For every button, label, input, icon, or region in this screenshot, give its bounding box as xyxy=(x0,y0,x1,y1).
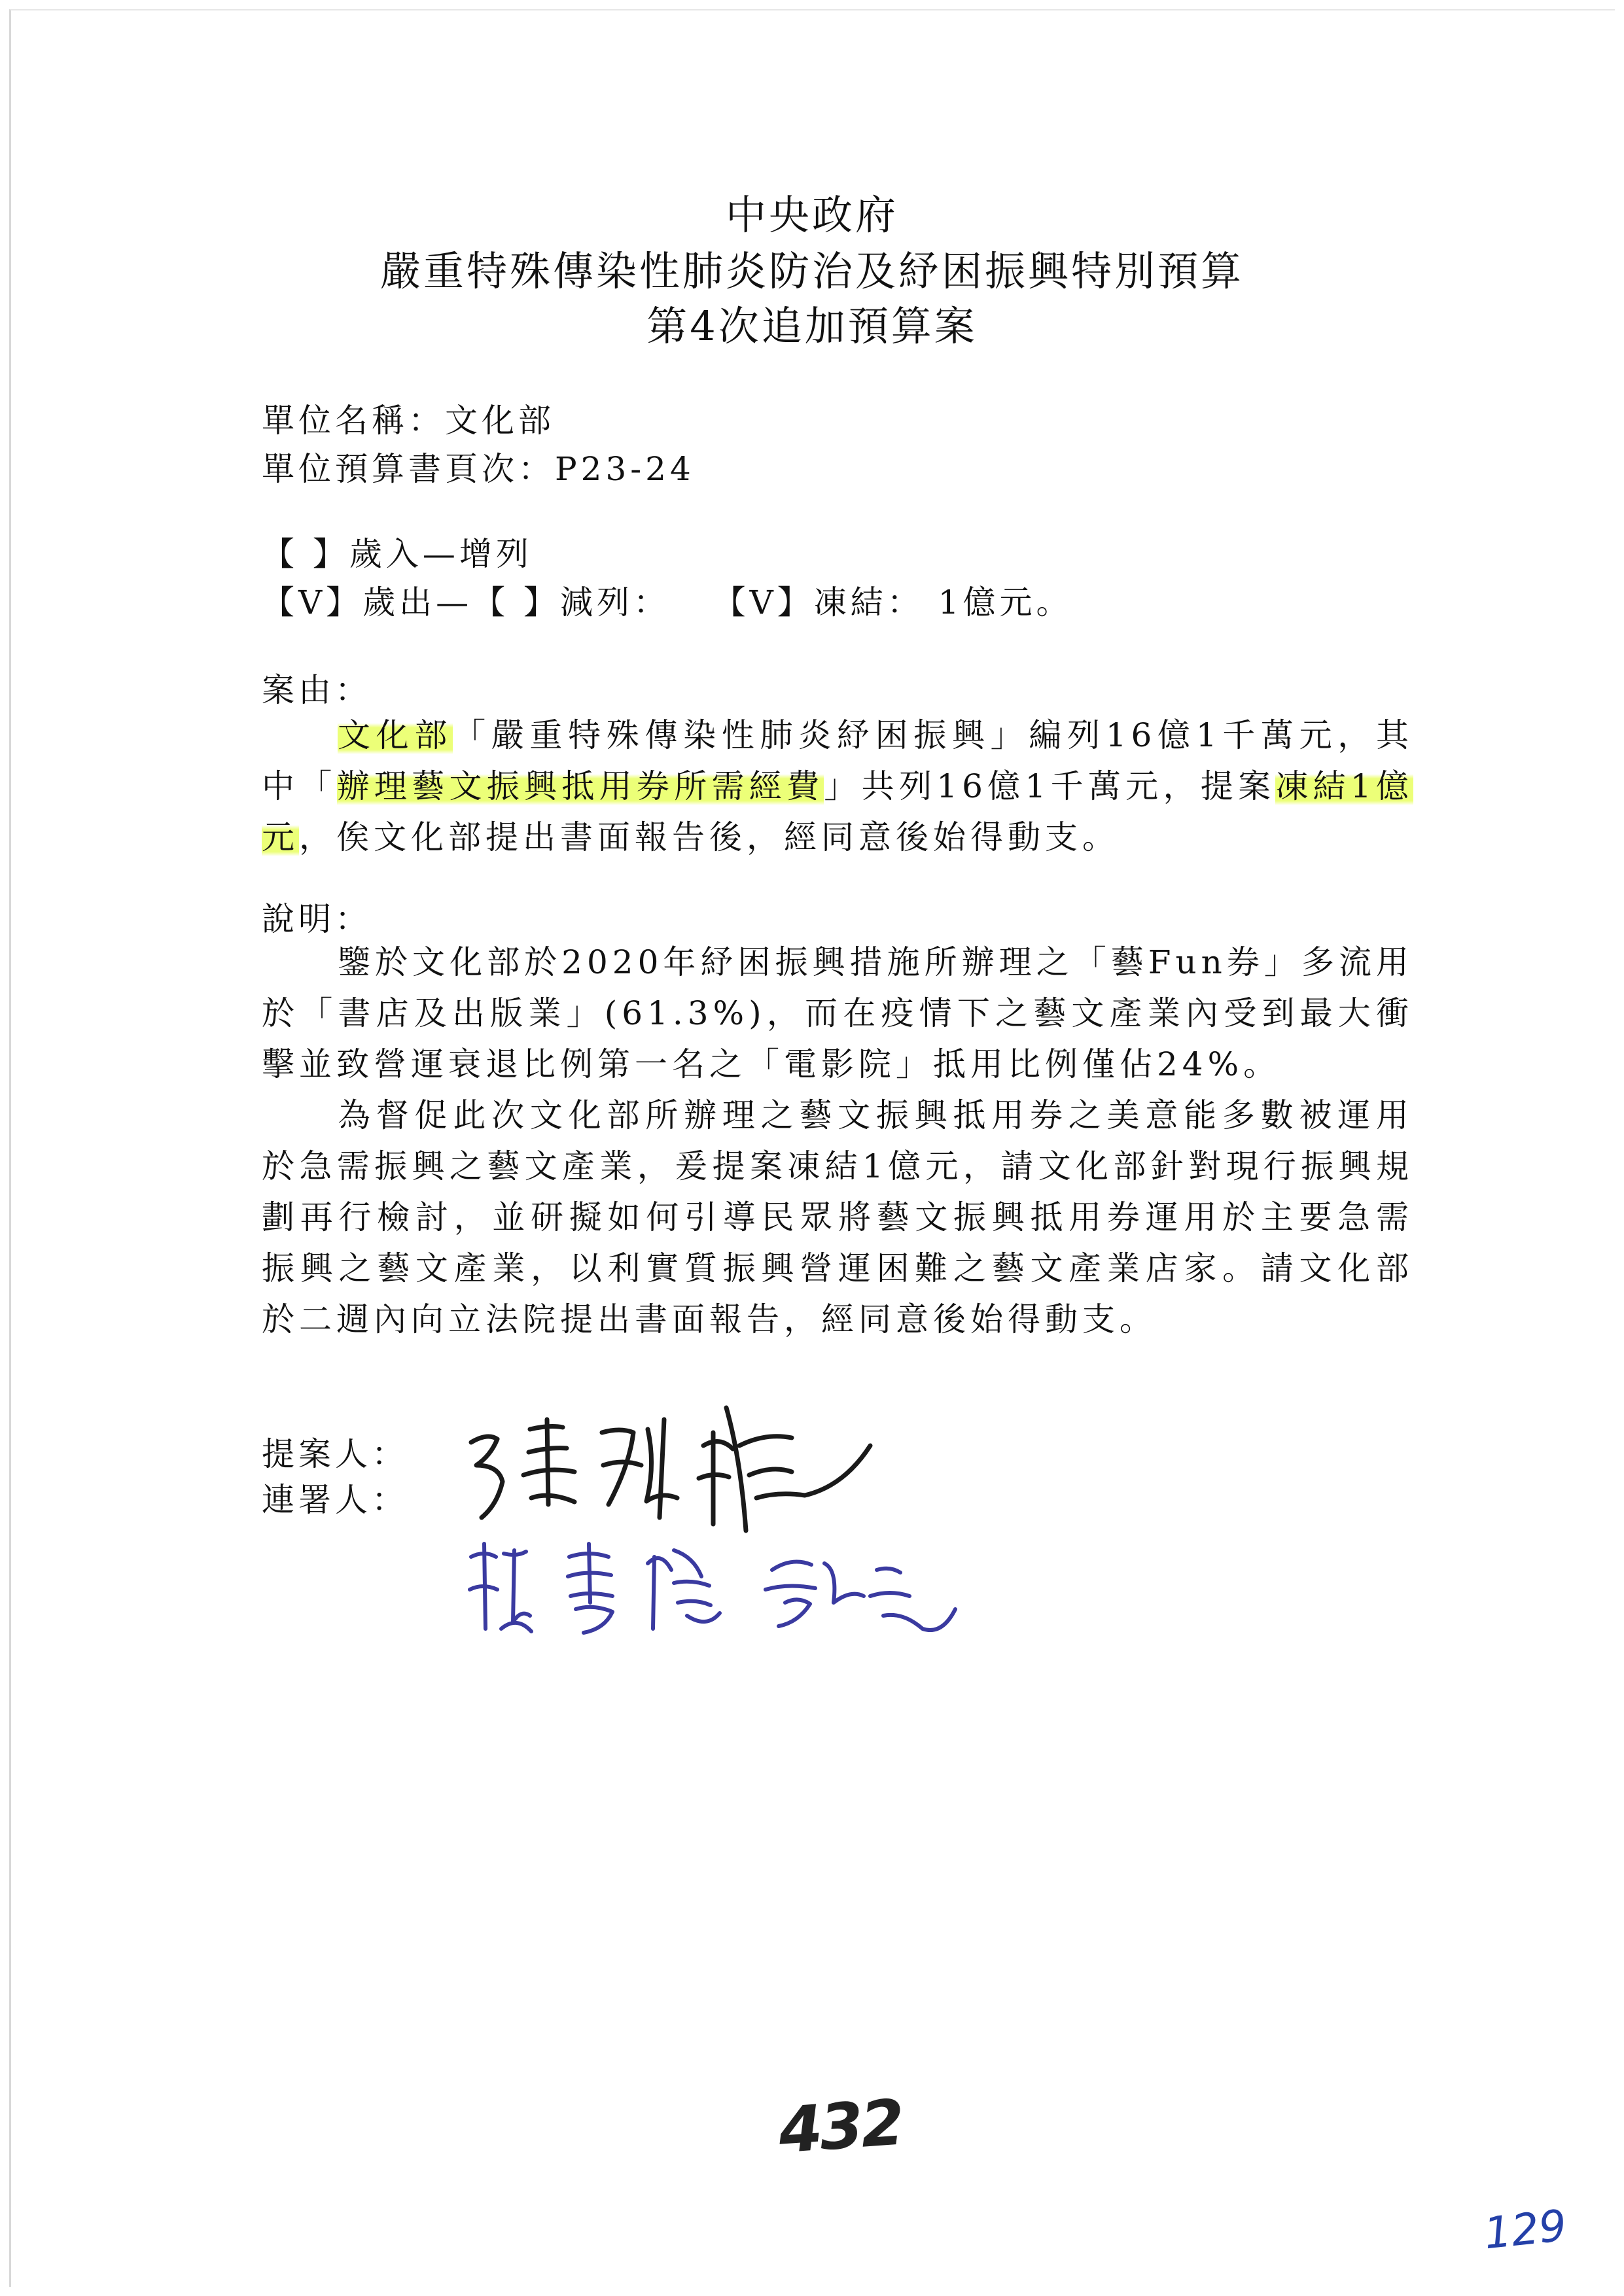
explanation-heading: 說明： xyxy=(262,900,372,938)
reason-heading: 案由： xyxy=(262,671,372,709)
explanation-paragraph-1: 鑒於文化部於2020年紓困振興措施所辦理之「藝Fun券」多流用於「書店及出版業」(61.3%)，而在疫情下之藝文產業內受到最大衝擊並致營運衰退比例第一名之「電影院」抵用比例僅佔24%。 xyxy=(262,943,1413,1083)
proposer-label: 提案人： xyxy=(262,1435,408,1473)
cosigner-label: 連署人： xyxy=(262,1481,408,1519)
reason-paragraph xyxy=(262,710,1413,863)
document-title-line-2: 嚴重特殊傳染性肺炎防治及紓困振興特別預算 xyxy=(380,247,1244,295)
page-number: 432 xyxy=(776,2085,905,2168)
revenue-line: 【 】歲入—增列 xyxy=(262,535,533,573)
corner-page-number: 129 xyxy=(1481,2200,1569,2259)
reason-highlight-freeze: 凍結1億元 xyxy=(262,767,1414,856)
explanation-paragraph-2: 為督促此次文化部所辦理之藝文振興抵用券之美意能多數被運用於急需振興之藝文產業，爰提案凍結1億元，請文化部針對現行振興規劃再行檢討，並研擬如何引導民眾將藝文振興抵用券運用於主要急需振興之藝文產業，以利實質振興營運困難之藝文產業店家。請文化部於二週內向立法院提出書面報告，經同意後始得動支。 xyxy=(262,1096,1413,1338)
document-title-line-1: 中央政府 xyxy=(725,191,898,239)
reason-highlight-ministry: 文化部 xyxy=(338,716,453,754)
unit-page-line: 單位預算書頁次：P23-24 xyxy=(262,450,695,488)
reason-text-segment: 「嚴重特殊傳染性肺炎紓困振興」編列16億1千萬元，其中「 xyxy=(262,716,1413,805)
unit-name-line: 單位名稱：文化部 xyxy=(262,402,555,440)
expenditure-line: 【V】歲出—【 】減列： 【V】凍結： 1億元。 xyxy=(262,583,1073,621)
cosigner-signatures xyxy=(458,1531,1047,1648)
reason-text-segment: ，俟文化部提出書面報告後，經同意後始得動支。 xyxy=(299,818,1120,856)
reason-highlight-voucher: 辦理藝文振興抵用券所需經費 xyxy=(336,767,824,805)
document-title-line-3: 第4次追加預算案 xyxy=(646,302,978,350)
reason-text-segment: 」共列16億1千萬元，提案 xyxy=(824,767,1276,805)
